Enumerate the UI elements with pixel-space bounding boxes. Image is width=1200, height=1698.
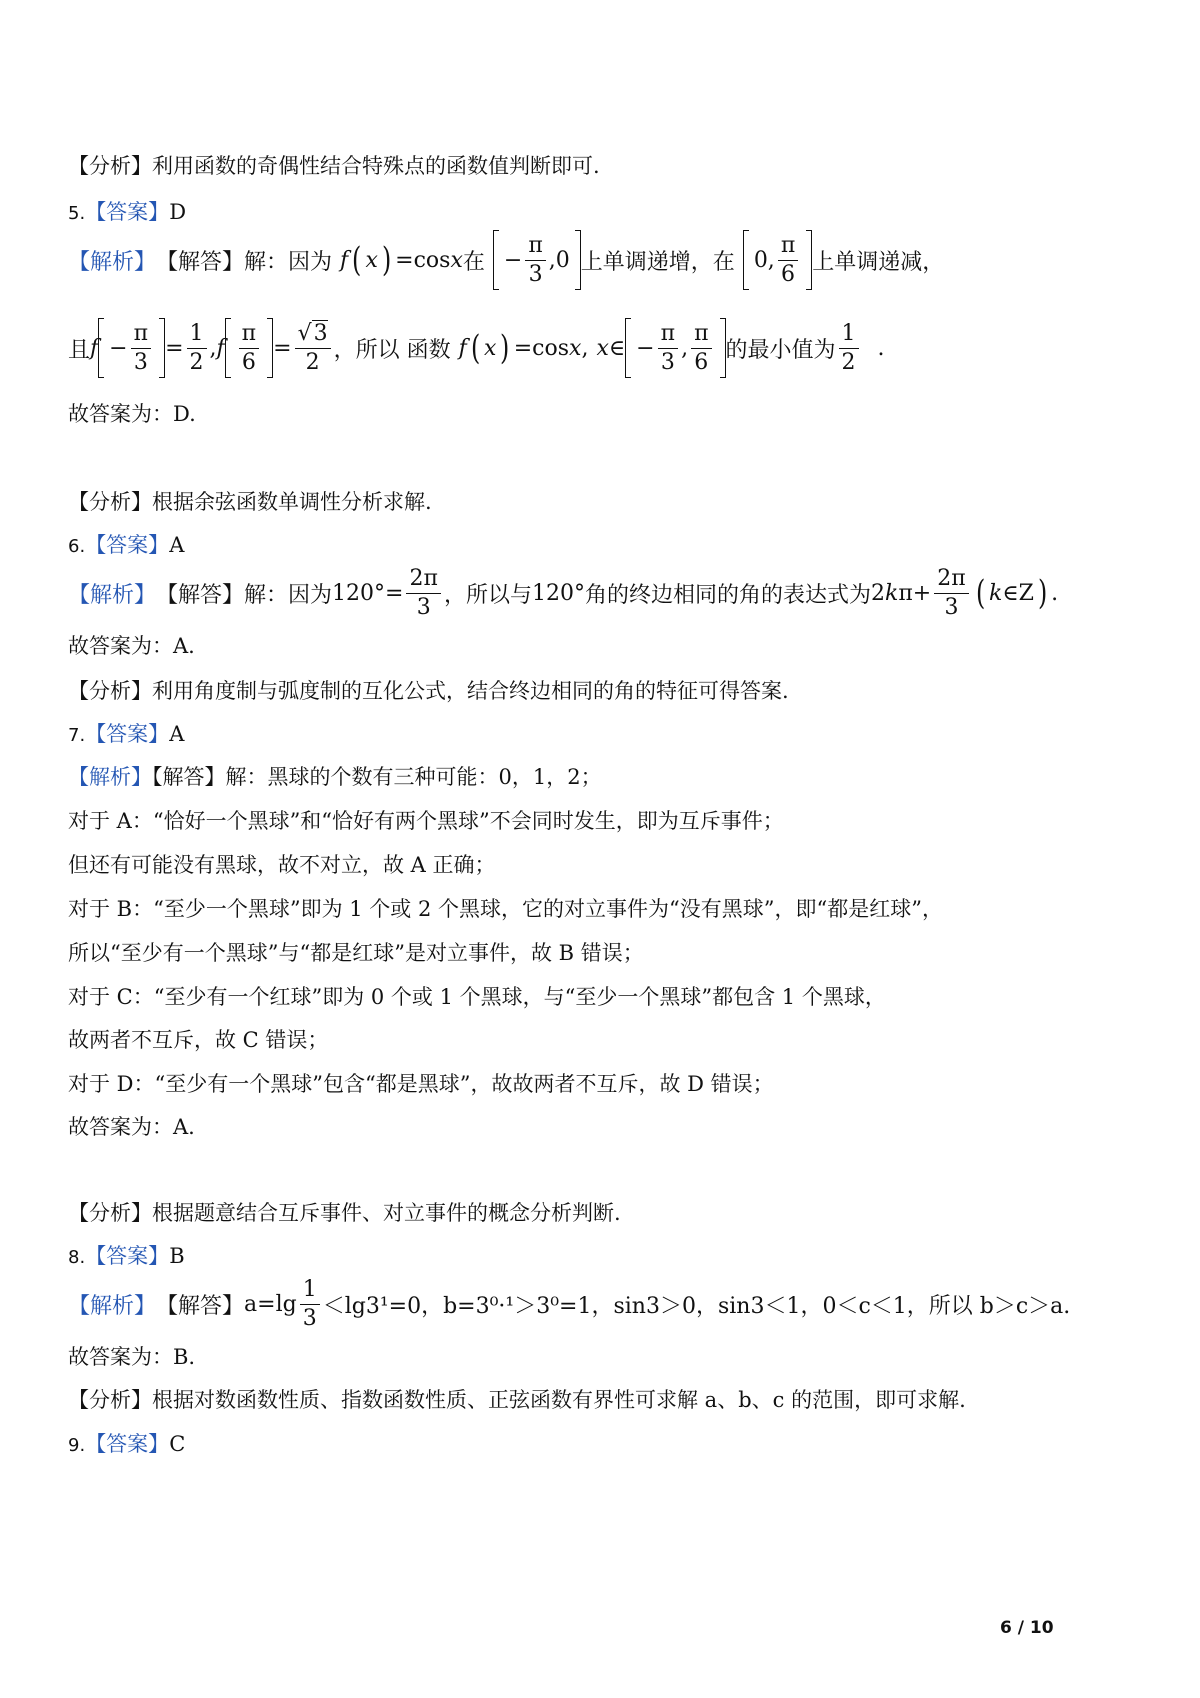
s7-solution-line: 对于 D：“至少有一个黑球”包含“都是黑球”，故故两者不互斥，故 D 错误； <box>68 1072 774 1096</box>
jieda-tag: 【解答】 <box>156 582 245 608</box>
s9-answer-line <box>68 1429 185 1461</box>
s7-solution-line: 但还有可能没有黑球，故不对立，故 A 正确； <box>68 853 496 877</box>
jieda-tag: 【解答】 <box>156 1293 245 1319</box>
analysis-tag: 【分析】 <box>68 490 152 514</box>
analysis-text: 利用函数的奇偶性结合特殊点的函数值判断即可. <box>152 154 600 178</box>
question-number: 9. <box>68 1435 86 1456</box>
jieda-tag: 【解答】 <box>156 249 245 275</box>
solution-text: ，所以与 <box>443 582 532 608</box>
s5-conclusion: 故答案为：D. <box>68 402 196 426</box>
answer-value: B <box>169 1244 185 1268</box>
s6-conclusion: 故答案为：A. <box>68 634 195 658</box>
s5-analysis-line <box>68 487 432 517</box>
solution-text: 上单调递减， <box>812 249 945 275</box>
answer-tag: 【答案】 <box>85 533 170 557</box>
solution-text: ，所以 函数 <box>333 337 451 363</box>
solution-text: 解：因为 <box>244 249 333 275</box>
solution-text: a=lg <box>244 1291 297 1317</box>
page-indicator: 6 / 10 <box>1000 1618 1054 1638</box>
answer-value: A <box>169 533 185 557</box>
analysis-text: 根据对数函数性质、指数函数性质、正弦函数有界性可求解 a、b、c 的范围，即可求解. <box>152 1388 966 1412</box>
analysis-tag: 【分析】 <box>68 1388 152 1412</box>
answer-value: A <box>169 722 185 746</box>
s7-answer-line <box>68 719 184 751</box>
s6-solution-line: 【解析】 【解答】 解：因为 120°= $\frac{2\pi}{3}$ ，所以与 120° 角的终边相同的角的表达式为 2 k π+ $\frac{2\pi}{3}$ ( k ∈Z ) . <box>68 565 1059 620</box>
solution-text: 的最小值为 <box>725 337 836 363</box>
question-number: 7. <box>68 725 86 746</box>
s7-conclusion: 故答案为：A. <box>68 1115 195 1139</box>
answer-tag: 【答案】 <box>85 1432 170 1456</box>
analysis-text: 利用角度制与弧度制的互化公式，结合终边相同的角的特征可得答案. <box>152 679 789 703</box>
s8-conclusion: 故答案为：B. <box>68 1345 196 1369</box>
jiexi-tag: 【解析】 <box>68 1293 157 1319</box>
s6-answer-line <box>68 530 184 562</box>
interval-bracket: − $\frac{\pi}{3}$ , $\frac{\pi}{6}$ <box>625 318 725 378</box>
solution-text: 解：黑球的个数有三种可能：0，1，2； <box>225 765 602 789</box>
interval-bracket: 0, $\frac{\pi}{6}$ <box>743 230 812 290</box>
s7-solution-line: 对于 A：“恰好一个黑球”和“恰好有两个黑球”不会同时发生，即为互斥事件； <box>68 809 784 833</box>
s7-analysis-line <box>68 1198 621 1228</box>
interval-bracket: − $\frac{\pi}{3}$ ,0 <box>493 230 581 290</box>
solution-text: 在 <box>462 249 485 275</box>
answer-tag: 【答案】 <box>85 200 170 224</box>
solution-text: 上单调递增，在 <box>580 249 735 275</box>
answer-value: C <box>169 1432 186 1456</box>
analysis-text: 根据余弦函数单调性分析求解. <box>152 490 432 514</box>
solution-text: 解：因为 <box>244 582 333 608</box>
s7-solution-line-1 <box>68 762 602 792</box>
s5-answer-line <box>68 197 186 229</box>
solution-text: 角的终边相同的角的表达式为 <box>584 582 871 608</box>
answer-tag: 【答案】 <box>85 1244 170 1268</box>
question-number: 8. <box>68 1247 86 1268</box>
s4-analysis-line <box>68 151 600 181</box>
analysis-tag: 【分析】 <box>68 679 152 703</box>
s5-solution-line-1: 【解析】 【解答】 解：因为 f ( x ) =cos x 在 − $\frac{\pi}{3}$ ,0 上单调递增，在 0, $\frac{\pi}{6}$ 上单调递减， <box>68 230 944 290</box>
s5-solution-line-2: 且 f − $\frac{\pi}{3}$ = $\frac{1}{2}$ , f $\frac{\pi}{6}$ = $\frac{√3}{2}$ ，所以 函数 f ( x ) =cos x , x ∈ − $\frac{\pi}{3}$ , $\frac{\pi}{6}$ 的最小值为 $\frac{1}{2}$ . <box>68 318 885 378</box>
answer-tag: 【答案】 <box>85 722 170 746</box>
s7-solution-line: 对于 C：“至少有一个红球”即为 0 个或 1 个黑球，与“至少一个黑球”都包含 1 个黑球， <box>68 985 886 1009</box>
analysis-tag: 【分析】 <box>68 1201 152 1225</box>
s8-analysis-line <box>68 1385 966 1415</box>
solution-text: ＜lg3¹=0，b=3⁰·¹＞3⁰=1，sin3＞0，sin3＜1，0＜c＜1，所以 b＞c＞a. <box>322 1293 1071 1319</box>
analysis-text: 根据题意结合互斥事件、对立事件的概念分析判断. <box>152 1201 621 1225</box>
s7-solution-line: 故两者不互斥，故 C 错误； <box>68 1028 329 1052</box>
jieda-tag: 【解答】 <box>152 765 226 789</box>
jiexi-tag: 【解析】 <box>68 765 152 789</box>
s6-analysis-line <box>68 676 789 706</box>
analysis-tag: 【分析】 <box>68 154 152 178</box>
jiexi-tag: 【解析】 <box>68 582 157 608</box>
s8-answer-line <box>68 1241 185 1273</box>
answer-value: D <box>169 200 187 224</box>
question-number: 5. <box>68 203 86 224</box>
s7-solution-line: 所以“至少有一个黑球”与“都是红球”是对立事件，故 B 错误； <box>68 941 644 965</box>
question-number: 6. <box>68 536 86 557</box>
s7-solution-line: 对于 B：“至少一个黑球”即为 1 个或 2 个黑球，它的对立事件为“没有黑球”，即“都是红球”， <box>68 897 943 921</box>
jiexi-tag: 【解析】 <box>68 249 157 275</box>
solution-text: 且 <box>68 337 91 363</box>
s8-solution-line: 【解析】 【解答】 a=lg $\frac{1}{3}$ ＜lg3¹=0，b=3⁰·¹＞3⁰=1，sin3＞0，sin3＜1，0＜c＜1，所以 b＞c＞a. <box>68 1276 1071 1331</box>
